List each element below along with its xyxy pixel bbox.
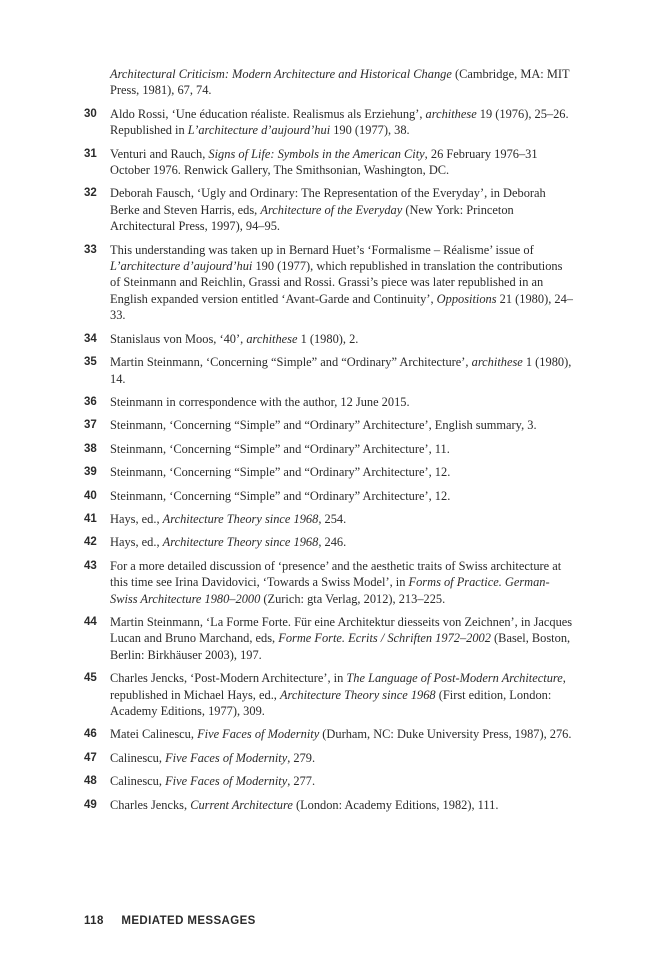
endnote-segment: Steinmann, ‘Concerning “Simple” and “Ordinary” Architecture’, 12. xyxy=(110,465,451,480)
endnote-segment: , republished in Michael Hays, ed., xyxy=(110,671,566,702)
endnote-text xyxy=(110,774,315,788)
endnote-text xyxy=(110,671,566,718)
endnote-title-italic: L’architecture d’aujourd’hui xyxy=(110,259,253,274)
endnotes-list xyxy=(84,66,574,820)
page-number: 118 xyxy=(84,915,104,927)
endnote-title-italic: Forme Forte. Ecrits / Schriften 1972–2002 xyxy=(278,631,491,646)
endnote xyxy=(84,773,574,789)
endnote-text xyxy=(110,615,572,662)
endnote xyxy=(84,464,574,480)
endnote-number: 32 xyxy=(84,187,97,200)
endnote-segment: Steinmann in correspondence with the author, 12 June 2015. xyxy=(110,394,410,409)
endnote xyxy=(84,670,574,719)
endnote-title-italic: Architecture Theory since 1968 xyxy=(162,511,319,526)
endnote-title-italic: archithese xyxy=(246,331,298,346)
endnote-segment: , 246. xyxy=(318,535,347,550)
endnote xyxy=(84,441,574,457)
endnote-title-italic: Five Faces of Modernity xyxy=(197,727,320,742)
endnote-number: 47 xyxy=(84,751,97,764)
endnote-text xyxy=(110,67,569,97)
endnote-number: 35 xyxy=(84,356,97,369)
endnote-title-italic: archithese xyxy=(425,106,477,121)
endnote-segment: , 26 February 1976–31 October 1976. Renwick Gallery, The Smithsonian, Washington, DC. xyxy=(110,146,538,178)
endnote-number: 36 xyxy=(84,395,97,408)
endnote xyxy=(84,331,574,347)
endnote-text xyxy=(110,489,450,503)
endnote-segment: Stanislaus von Moos, ‘40’, xyxy=(110,331,247,346)
endnote-segment: Martin Steinmann, ‘La Forme Forte. Für eine Architektur diesseits von Zeichnen’, in Jacques Lucan and Bruno Marchand, eds, xyxy=(110,614,573,646)
running-title: MEDIATED MESSAGES xyxy=(121,915,256,927)
endnote xyxy=(84,394,574,410)
endnote-segment: 1 (1980), 2. xyxy=(297,331,359,346)
endnote xyxy=(84,750,574,766)
endnote xyxy=(84,242,574,324)
endnote xyxy=(84,146,574,179)
endnote-title-italic: Architecture Theory since 1968 xyxy=(162,535,319,550)
endnote-number: 46 xyxy=(84,728,97,741)
endnote-segment: Hays, ed., xyxy=(110,511,163,526)
endnote-number: 40 xyxy=(84,489,97,502)
endnote-segment: Martin Steinmann, ‘Concerning “Simple” and “Ordinary” Architecture’, xyxy=(110,355,472,370)
endnote-number: 45 xyxy=(84,672,97,685)
endnote xyxy=(84,797,574,813)
endnote-segment: Steinmann, ‘Concerning “Simple” and “Ordinary” Architecture’, 11. xyxy=(110,441,450,456)
endnote-segment: (Zurich: gta Verlag, 2012), 213–225. xyxy=(260,591,446,606)
endnote-segment: (Cambridge, MA: MIT Press, 1981), 67, 74. xyxy=(110,67,570,98)
endnote-number: 30 xyxy=(84,107,97,120)
endnote-text xyxy=(110,512,346,526)
endnote-segment: Hays, ed., xyxy=(110,535,163,550)
endnote-title-italic: Current Architecture xyxy=(190,797,293,812)
endnote-segment: Deborah Fausch, ‘Ugly and Ordinary: The Representation of the Everyday’, in Deborah Berke and Steven Harris, eds, xyxy=(110,186,546,217)
endnote-segment: (Basel, Boston, Berlin: Birkhäuser 2003), 197. xyxy=(110,631,571,662)
endnote-segment: For a more detailed discussion of ‘presence’ and the aesthetic traits of Swiss architecture at this time see Irina Davidovici, ‘Towards a Swiss Model’, in xyxy=(110,558,562,590)
endnote-text xyxy=(110,107,569,137)
endnote-title-italic: Architecture of the Everyday xyxy=(260,202,403,217)
endnote-text xyxy=(110,727,571,741)
endnote-segment: 190 (1977), 38. xyxy=(330,123,410,138)
endnote-segment: Charles Jencks, ‘Post-Modern Architecture’, in xyxy=(110,671,347,686)
endnote xyxy=(84,66,574,99)
endnote-segment: Calinescu, xyxy=(110,750,166,765)
endnote-number: 37 xyxy=(84,419,97,432)
endnote-title-italic: archithese xyxy=(471,355,523,370)
endnote-segment: 190 (1977), which republished in translation the contributions of Steinmann and Reichlin, Grassi and Rossi. Grassi’s piece was later republished in an English expanded version entitled ‘Avant-Garde and Continuity’, xyxy=(110,259,563,306)
endnote xyxy=(84,417,574,433)
endnote-number: 38 xyxy=(84,442,97,455)
endnote-text xyxy=(110,355,571,385)
endnote-text xyxy=(110,418,537,432)
endnote xyxy=(84,185,574,234)
endnote-segment: (First edition, London: Academy Editions, 1977), 309. xyxy=(110,687,552,718)
endnote xyxy=(84,726,574,742)
endnote-title-italic: L’architecture d’aujourd’hui xyxy=(187,123,331,138)
endnote xyxy=(84,534,574,550)
endnote-text xyxy=(110,465,450,479)
endnote-segment: , 277. xyxy=(287,774,316,789)
endnote-text xyxy=(110,147,538,177)
endnote-segment: Charles Jencks, xyxy=(110,797,191,812)
endnote-number: 49 xyxy=(84,798,97,811)
endnote-number: 39 xyxy=(84,466,97,479)
endnote-title-italic: Oppositions xyxy=(436,291,497,306)
endnote-title-italic: Five Faces of Modernity xyxy=(165,750,288,765)
endnote-text xyxy=(110,751,315,765)
page-footer xyxy=(84,915,256,927)
endnote-segment: , 254. xyxy=(318,511,347,526)
endnote-title-italic: Architectural Criticism: Modern Architecture and Historical Change xyxy=(110,67,452,81)
endnote-segment: This understanding was taken up in Bernard Huet’s ‘Formalisme – Réalisme’ issue of xyxy=(110,242,534,257)
endnote xyxy=(84,614,574,663)
endnote-title-italic: The Language of Post-Modern Architecture xyxy=(346,671,563,686)
endnote-segment: Steinmann, ‘Concerning “Simple” and “Ordinary” Architecture’, English summary, 3. xyxy=(110,418,537,433)
endnote xyxy=(84,354,574,387)
endnote-title-italic: Signs of Life: Symbols in the American City xyxy=(208,146,425,161)
endnote-number: 48 xyxy=(84,775,97,788)
endnote-segment: (London: Academy Editions, 1982), 111. xyxy=(292,797,499,812)
endnote-segment: 1 (1980), 14. xyxy=(110,355,572,386)
endnote-text xyxy=(110,798,498,812)
endnote xyxy=(84,511,574,527)
endnote-segment: Aldo Rossi, ‘Une éducation réaliste. Realismus als Erziehung’, xyxy=(110,106,426,121)
endnote xyxy=(84,106,574,139)
endnote-segment: (Durham, NC: Duke University Press, 1987), 276. xyxy=(319,727,572,742)
endnote-title-italic: Forms of Practice. German-Swiss Architecture 1980–2000 xyxy=(110,575,550,606)
endnote-segment: Steinmann, ‘Concerning “Simple” and “Ordinary” Architecture’, 12. xyxy=(110,488,451,503)
endnote-text xyxy=(110,442,450,456)
endnote-number: 44 xyxy=(84,615,97,628)
endnote-segment: , 279. xyxy=(287,750,316,765)
endnote-segment: Matei Calinescu, xyxy=(110,727,198,742)
endnote-text xyxy=(110,395,410,409)
endnote-number: 42 xyxy=(84,536,97,549)
endnote-text xyxy=(110,186,546,233)
endnote-number: 33 xyxy=(84,243,97,256)
endnote xyxy=(84,488,574,504)
endnote-segment: 19 (1976), 25–26. Republished in xyxy=(110,106,569,138)
endnote-title-italic: Architecture Theory since 1968 xyxy=(279,687,436,702)
endnote-number: 34 xyxy=(84,332,97,345)
endnote-number: 43 xyxy=(84,559,97,572)
endnote-segment: Venturi and Rauch, xyxy=(110,146,209,161)
endnote-segment: Calinescu, xyxy=(110,774,166,789)
endnote-title-italic: Five Faces of Modernity xyxy=(165,774,288,789)
endnote-text xyxy=(110,559,561,606)
endnote xyxy=(84,558,574,607)
endnote-segment: (New York: Princeton Architectural Press, 1997), 94–95. xyxy=(110,202,514,234)
endnote-number: 31 xyxy=(84,147,97,160)
endnote-text xyxy=(110,332,358,346)
endnote-text xyxy=(110,535,346,549)
endnote-number: 41 xyxy=(84,512,97,525)
endnote-segment: 21 (1980), 24–33. xyxy=(110,291,573,323)
endnote-text xyxy=(110,243,573,323)
